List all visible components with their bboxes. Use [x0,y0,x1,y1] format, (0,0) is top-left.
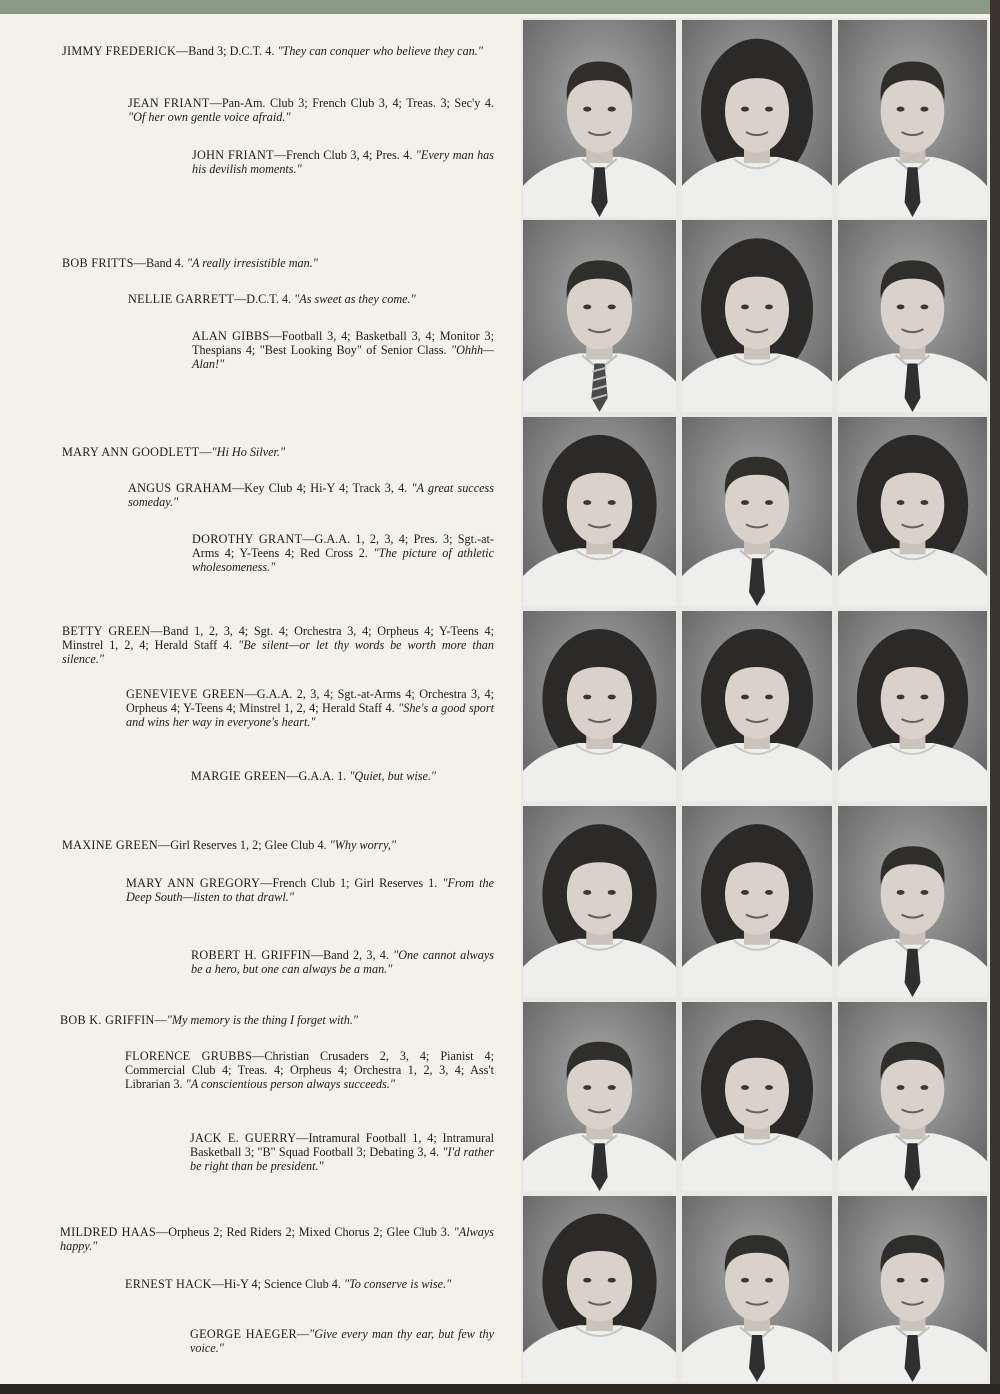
senior-name: DOROTHY GRANT [192,532,303,546]
senior-name: JIMMY FREDERICK [62,44,177,58]
senior-activities: —Hi-Y 4; Science Club 4. [211,1277,344,1291]
senior-entry [126,687,494,729]
senior-entry [62,838,494,852]
senior-activities: —French Club 3, 4; Pres. 4. [273,148,416,162]
portrait-figure [523,1002,676,1191]
student-portrait [838,611,987,801]
senior-quote: "Why worry," [329,838,397,852]
senior-activities: —Band 2, 3, 4. [310,948,394,962]
senior-name: FLORENCE GRUBBS [125,1049,253,1063]
senior-entry [62,44,494,58]
senior-name: BOB K. GRIFFIN [60,1013,155,1027]
senior-name: MAXINE GREEN [62,838,159,852]
senior-name: MARY ANN GOODLETT [62,445,200,459]
senior-activities: —Intramural Football 1, 4; Intramural Basketball 3; "B" Squad Football 3; Debating 3, 4. [190,1131,494,1159]
student-portrait [838,1002,987,1191]
portrait-figure [682,1002,832,1191]
senior-activities: —D.C.T. 4. [234,292,295,306]
portrait-figure [682,1196,832,1382]
senior-name: JOHN FRIANT [192,148,274,162]
senior-entry [128,481,494,509]
senior-activities: —G.A.A. 1. [286,769,350,783]
portrait-grid [521,18,989,1384]
portrait-figure [838,806,987,997]
senior-quote: "As sweet as they come." [294,292,416,306]
student-portrait [838,220,987,412]
senior-entry [128,96,494,124]
student-portrait [523,611,676,801]
student-portrait [523,1196,676,1382]
senior-quote: "One cannot always be a hero, but one can always be a man." [191,948,495,976]
senior-name: JACK E. GUERRY [190,1131,297,1145]
portrait-figure [682,611,832,801]
senior-name: ROBERT H. GRIFFIN [191,948,311,962]
student-portrait [523,1002,676,1191]
portrait-figure [838,611,987,801]
portrait-figure [523,417,676,606]
student-portrait [838,1196,987,1382]
senior-entry [192,329,494,371]
senior-quote: "A conscientious person always succeeds." [185,1077,395,1091]
portrait-figure [838,1196,987,1382]
senior-entry [190,1131,494,1173]
senior-quote: "My memory is the thing I forget with." [166,1013,359,1027]
student-portrait [682,1196,832,1382]
senior-entry [191,948,494,976]
senior-quote: "Of her own gentle voice afraid." [128,110,291,124]
senior-entry [191,769,494,783]
portrait-figure [682,220,832,412]
senior-quote: "Quiet, but wise." [349,769,437,783]
senior-quote: "She's a good sport and wins her way in everyone's heart." [126,701,495,729]
student-portrait [523,20,676,217]
senior-entry [60,1225,494,1253]
portrait-figure [682,417,832,606]
student-portrait [523,806,676,997]
senior-quote: "Give every man thy ear, but few thy voice." [190,1327,494,1355]
senior-name: MARY ANN GREGORY [126,876,261,890]
senior-name: MILDRED HAAS [60,1225,157,1239]
portrait-figure [523,220,676,412]
portrait-figure [838,20,987,217]
portrait-figure [838,220,987,412]
senior-activities: —French Club 1; Girl Reserves 1. [260,876,443,890]
senior-activities: —Football 3, 4; Basketball 3, 4; Monitor 3; Thespians 4; "Best Looking Boy" of Senior Class. [192,329,494,357]
senior-quote: "They can conquer who believe they can." [277,44,483,58]
student-portrait [838,806,987,997]
senior-activities: —Pan-Am. Club 3; French Club 3, 4; Treas. 3; Sec'y 4. [209,96,494,110]
portrait-figure [682,806,832,997]
senior-name: ANGUS GRAHAM [128,481,232,495]
portrait-figure [523,1196,676,1382]
student-portrait [838,20,987,217]
portrait-figure [523,20,676,217]
book-cover-edge [990,0,1000,1394]
senior-quote: "Hi Ho Silver." [211,445,286,459]
senior-activities: —Girl Reserves 1, 2; Glee Club 4. [158,838,330,852]
senior-name: GEORGE HAEGER [190,1327,297,1341]
senior-activities: —Christian Crusaders 2, 3, 4; Pianist 4; Commercial Club 4; Treas. 4; Orpheus 4; Orchestra 1, 2, 3, 4; Ass't Librarian 3. [125,1049,494,1091]
senior-quote: "Every man has his devilish moments." [192,148,495,176]
senior-entry [192,532,494,574]
senior-activities: —Band 4. [133,256,187,270]
senior-name: ERNEST HACK [125,1277,212,1291]
portrait-figure [682,20,832,217]
senior-activities: —Band 1, 2, 3, 4; Sgt. 4; Orchestra 3, 4; Orpheus 4; Y-Teens 4; Minstrel 1, 2, 4; Herald Staff 4. [62,624,495,652]
senior-quote: "A great success someday." [128,481,494,509]
student-portrait [838,417,987,606]
portrait-figure [838,417,987,606]
senior-quote: "Be silent—or let thy words be worth more than silence." [62,638,494,666]
student-portrait [682,806,832,997]
student-portrait [523,220,676,412]
senior-name: BETTY GREEN [62,624,151,638]
student-portrait [682,20,832,217]
senior-quote: "From the Deep South—listen to that drawl." [126,876,494,904]
senior-activities: —Key Club 4; Hi-Y 4; Track 3, 4. [231,481,412,495]
senior-quote: "To conserve is wise." [343,1277,452,1291]
senior-entry [62,445,494,459]
senior-entry [62,256,494,270]
senior-activities: — [199,445,212,459]
senior-name: NELLIE GARRETT [128,292,235,306]
senior-entry [62,624,494,666]
senior-entry [126,876,494,904]
senior-activities: —Orpheus 2; Red Riders 2; Mixed Chorus 2; Glee Club 3. [156,1225,454,1239]
senior-activities: — [154,1013,167,1027]
student-portrait [682,417,832,606]
senior-entry [60,1013,494,1027]
senior-quote: "The picture of athletic wholesomeness." [192,546,494,574]
portrait-figure [838,1002,987,1191]
senior-activities: —G.A.A. 1, 2, 3, 4; Pres. 3; Sgt.-at-Arms 4; Y-Teens 4; Red Cross 2. [192,532,494,560]
senior-activities: —G.A.A. 2, 3, 4; Sgt.-at-Arms 4; Orchestra 3, 4; Orpheus 4; Y-Teens 4; Minstrel 1, 2, 4; Herald Staff 4. [126,687,494,715]
senior-quote: "I'd rather be right than be president." [190,1145,494,1173]
senior-activities: —Band 3; D.C.T. 4. [176,44,278,58]
student-portrait [682,611,832,801]
senior-name: GENEVIEVE GREEN [126,687,245,701]
senior-entry [125,1049,494,1091]
portrait-figure [523,806,676,997]
senior-entry [128,292,494,306]
senior-quote: "Always happy." [60,1225,494,1253]
senior-quote: "A really irresistible man." [186,256,318,270]
senior-quote: "Ohhh—Alan!" [192,343,494,371]
senior-name: MARGIE GREEN [191,769,287,783]
senior-name: ALAN GIBBS [192,329,270,343]
student-portrait [682,220,832,412]
senior-entry [190,1327,494,1355]
portrait-figure [523,611,676,801]
senior-entry [192,148,494,176]
student-portrait [682,1002,832,1191]
senior-name: BOB FRITTS [62,256,134,270]
student-portrait [523,417,676,606]
senior-activities: — [296,1327,310,1341]
senior-name: JEAN FRIANT [128,96,210,110]
senior-entry [125,1277,494,1291]
